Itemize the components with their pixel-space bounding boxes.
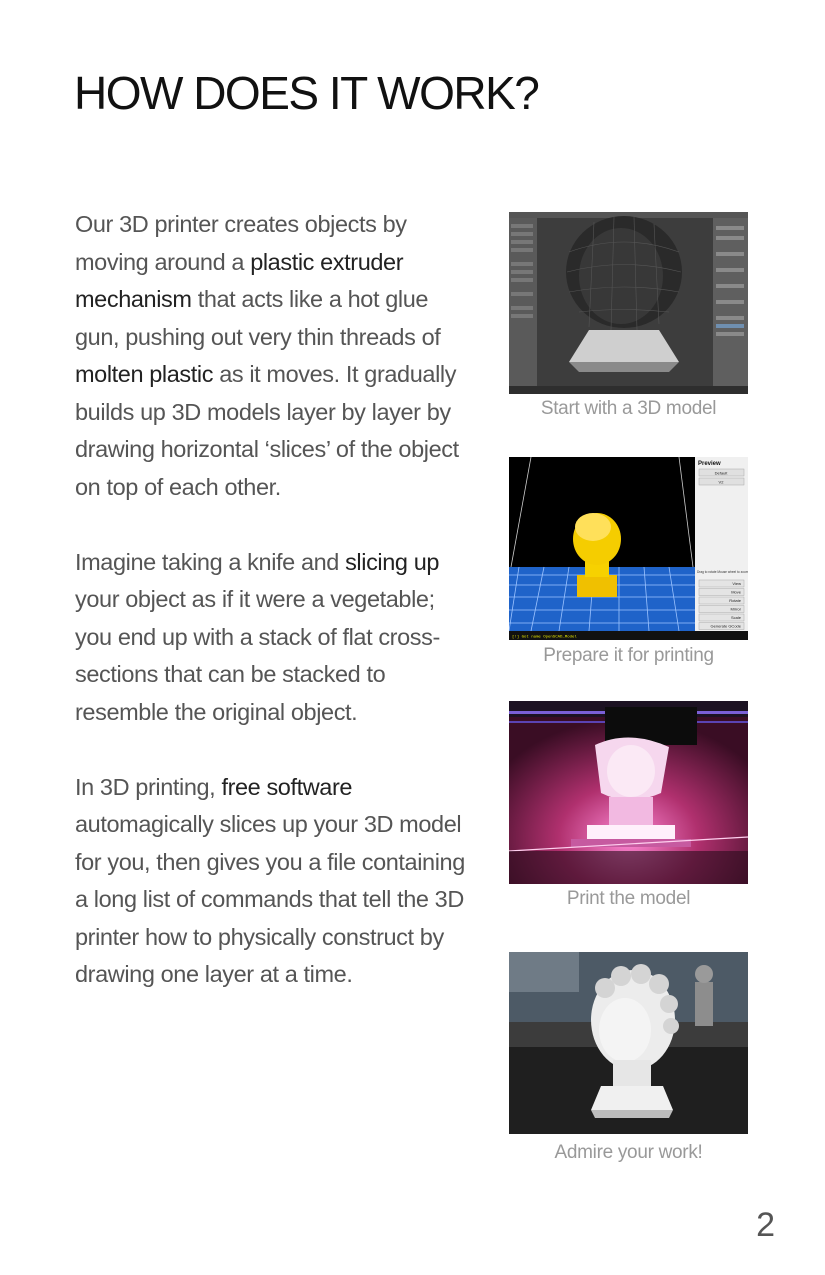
step-4-caption: Admire your work!: [554, 1142, 703, 1163]
emphasis-phrase: molten plastic: [75, 361, 214, 387]
step-1-caption: Start with a 3D model: [540, 398, 717, 419]
text-run: automagically slices up your 3D model for you, then gives you a file containing a long list of commands that tell the 3D printer how to physically construct by drawing one layer at a time.: [75, 811, 465, 987]
body-paragraph: [75, 544, 475, 732]
step-1-image: [509, 212, 748, 394]
text-run: that acts like a hot glue gun, pushing out very thin threads of: [75, 286, 441, 350]
step-2-caption: Prepare it for printing: [543, 645, 714, 666]
slicer-action-label: Mirror: [730, 606, 741, 612]
3d-model-editor-illustration: [509, 212, 748, 394]
page-title: HOW DOES IT WORK?: [74, 67, 539, 119]
step-4-image: [509, 952, 748, 1134]
body-paragraph: [75, 769, 475, 994]
body-text: [75, 206, 475, 1031]
step-3-image: [509, 701, 748, 884]
text-run: as it moves. It gradually builds up 3D models layer by layer by drawing horizontal ‘slices’ of the object on top of each other.: [75, 361, 459, 500]
emphasis-phrase: free software: [221, 773, 353, 800]
slicer-action-label: Scale: [730, 615, 741, 620]
console-line: [!] Got name OpenSCAD_Model: [512, 635, 577, 640]
printed-bust-illustration: [509, 952, 748, 1134]
preview-button-v2: V2: [718, 479, 724, 485]
body-paragraph: [75, 206, 475, 506]
printer-printing-illustration: [509, 701, 748, 884]
emphasis-phrase: slicing up: [345, 548, 440, 575]
slicer-action-label: Rotate: [729, 598, 741, 603]
emphasis-phrase: plastic extruder mechanism: [75, 248, 404, 312]
slicer-action-label: Move: [731, 589, 741, 595]
text-run: Our 3D printer creates objects by moving around a: [75, 211, 407, 275]
preview-heading: Preview: [698, 461, 721, 467]
page-number: 2: [756, 1206, 775, 1244]
slicer-action-label: View: [732, 581, 741, 586]
text-run: In 3D printing,: [75, 773, 222, 800]
slicer-preview-illustration: [509, 457, 748, 640]
slicer-action-label: Generate GCode: [710, 623, 741, 629]
step-3-caption: Print the model: [566, 888, 691, 909]
preview-button-default: Default: [714, 470, 728, 476]
text-run: your object as if it were a vegetable; you end up with a stack of flat cross-sections that can be stacked to resemble the original object.: [75, 586, 440, 725]
text-run: Imagine taking a knife and: [75, 548, 346, 575]
step-2-image: [509, 457, 748, 640]
preview-hint: Drag to rotate Mouse wheel to zoom: [697, 570, 748, 574]
